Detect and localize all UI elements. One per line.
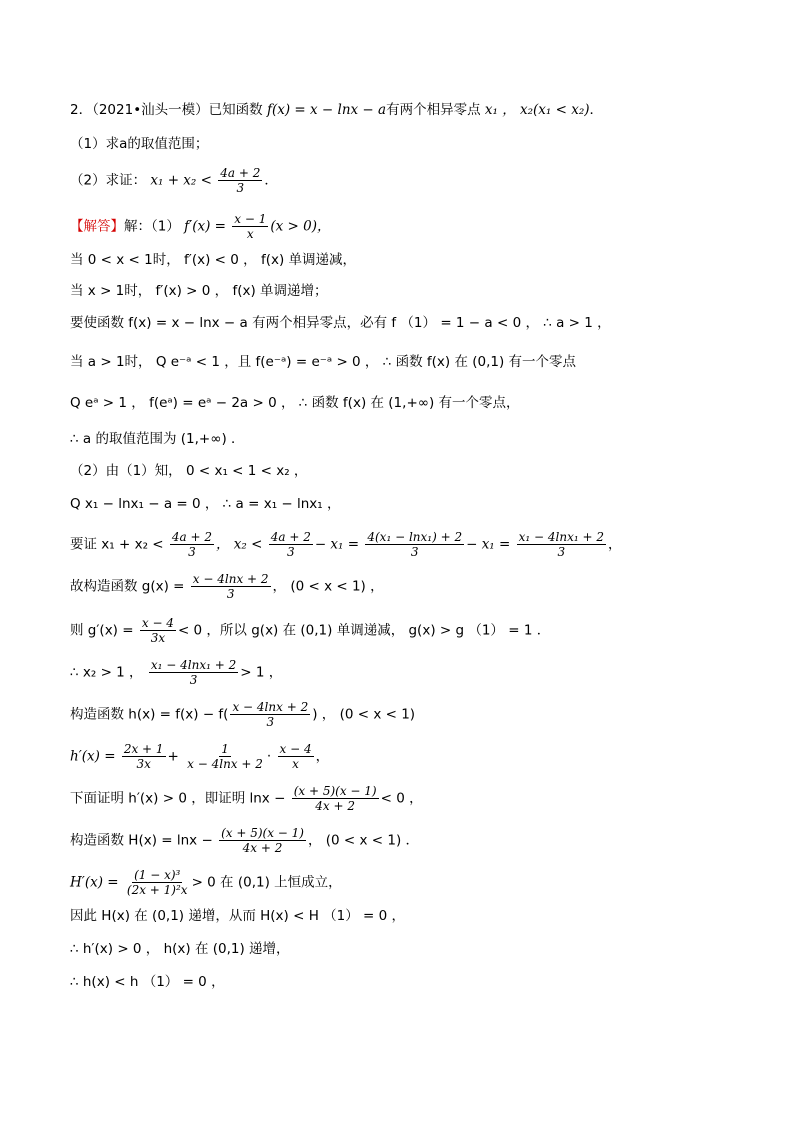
sol-l14-pre: 构造函数 h(x) = f(x) − f( bbox=[70, 706, 229, 723]
fraction-numerator: x₁ − 4lnx₁ + 2 bbox=[150, 658, 237, 672]
fraction-numerator: x − 1 bbox=[234, 212, 267, 226]
fraction-denominator: 3x bbox=[150, 631, 166, 645]
fraction-denominator: x − 4lnx + 2 bbox=[187, 757, 263, 771]
sol-l12-fraction bbox=[140, 616, 176, 645]
sol-l17-post: ， (0 < x < 1) ． bbox=[307, 832, 420, 849]
fraction-numerator: 1 bbox=[221, 742, 229, 756]
fraction-denominator: 3 bbox=[266, 715, 275, 729]
stem-function: f(x) = x − lnx − a bbox=[266, 102, 387, 118]
stem-text: 已知函数 bbox=[208, 102, 263, 118]
sol-l10-frac2 bbox=[269, 530, 313, 559]
fraction-numerator: (x + 5)(x − 1) bbox=[221, 826, 304, 840]
sol-l17-pre: 构造函数 H(x) = lnx − bbox=[70, 832, 213, 849]
sol-l14-post: ) ， (0 < x < 1) bbox=[312, 706, 416, 723]
sol-l16-fraction bbox=[292, 784, 379, 813]
sol-l12-post: < 0 ，所以 g(x) 在 (0,1) 单调递减， g(x) > g （1） = 1 ． bbox=[177, 622, 551, 639]
solution-line-19: 因此 H(x) 在 (0,1) 递增，从而 H(x) < H （1） = 0 ， bbox=[70, 908, 406, 924]
fraction-numerator: x₁ − 4lnx₁ + 2 bbox=[518, 530, 604, 544]
solution-line-10 bbox=[70, 530, 621, 559]
sol-l10-end: ， bbox=[607, 536, 622, 553]
sol-l15-dot: · bbox=[266, 748, 272, 765]
sol-l15-frac2 bbox=[185, 742, 265, 771]
sol-l15-frac3 bbox=[278, 742, 314, 771]
solution-line-9: Q x₁ − lnx₁ − a = 0 ， ∴ a = x₁ − lnx₁ ， bbox=[70, 496, 341, 512]
stem-zeros: x₁ ， x₂(x₁ < x₂) bbox=[484, 102, 590, 118]
solution-line-20: ∴ h′(x) > 0 ， h(x) 在 (0,1) 递增， bbox=[70, 941, 290, 957]
sol-l18-fraction bbox=[125, 868, 190, 897]
solution-line-16 bbox=[70, 784, 423, 813]
sol-l11-fraction bbox=[191, 572, 271, 601]
fraction-denominator: x bbox=[292, 757, 299, 771]
sol-l12-pre: 则 g′(x) = bbox=[70, 622, 134, 639]
stem-end: ． bbox=[589, 102, 604, 118]
fraction-denominator: 3 bbox=[188, 545, 196, 559]
sol-l16-pre: 下面证明 h′(x) > 0 ，即证明 lnx − bbox=[70, 790, 286, 807]
fraction-denominator: 3 bbox=[236, 181, 245, 195]
fraction-numerator: 4a + 2 bbox=[220, 166, 261, 180]
sol-l18-post: > 0 在 (0,1) 上恒成立， bbox=[191, 874, 342, 891]
problem-source: （2021•汕头一模） bbox=[92, 102, 209, 118]
sol-l13-pre: ∴ x₂ > 1 ， bbox=[70, 664, 143, 681]
fraction-denominator: (2x + 1)²x bbox=[126, 883, 188, 897]
fraction-numerator: 4a + 2 bbox=[171, 530, 212, 544]
solution-line-15 bbox=[70, 742, 329, 771]
fraction-numerator: 4a + 2 bbox=[270, 530, 311, 544]
solution-line-21: ∴ h(x) < h （1） = 0 ， bbox=[70, 974, 225, 990]
sol-l17-fraction bbox=[219, 826, 306, 855]
solution-line-11 bbox=[70, 572, 384, 601]
solution-line-1 bbox=[70, 212, 330, 241]
problem-stem bbox=[70, 100, 603, 120]
fraction-denominator: 3 bbox=[189, 673, 198, 687]
fraction-numerator: (x + 5)(x − 1) bbox=[293, 784, 377, 798]
sol-l15-frac1 bbox=[122, 742, 166, 771]
sol-l11-post: ， (0 < x < 1) ， bbox=[272, 578, 384, 595]
part-1: （1）求a的取值范围； bbox=[70, 136, 209, 152]
sol-l10-mid: ， x₂ < bbox=[216, 536, 263, 553]
part-2-fraction bbox=[218, 166, 262, 195]
sol-l15-pre: h′(x) = bbox=[70, 748, 116, 765]
fraction-denominator: x bbox=[246, 227, 254, 241]
solution-tag: 【解答】 bbox=[70, 218, 124, 235]
solution-line-17 bbox=[70, 826, 419, 855]
fraction-numerator: 2x + 1 bbox=[123, 742, 164, 756]
fraction-numerator: x − 4 bbox=[141, 616, 174, 630]
sol-l14-fraction bbox=[230, 700, 310, 729]
part-2 bbox=[70, 166, 278, 195]
part-2-lhs: x₁ + x₂ < bbox=[150, 172, 212, 189]
solution-line-6: Q eᵃ > 1 ， f(eᵃ) = eᵃ − 2a > 0 ， ∴ 函数 f(x) 在 (1,+∞) 有一个零点， bbox=[70, 395, 520, 411]
sol-l1-func: f′(x) = bbox=[184, 218, 226, 235]
stem-text2: 有两个相异零点 bbox=[386, 102, 481, 118]
fraction-numerator: x − 4lnx + 2 bbox=[192, 572, 269, 586]
fraction-numerator: x − 4 bbox=[279, 742, 312, 756]
sol-l15-plus: + bbox=[167, 748, 179, 765]
solution-line-14 bbox=[70, 700, 415, 729]
solution-line-3: 当 x > 1时， f′(x) > 0 ， f(x) 单调递增； bbox=[70, 283, 328, 299]
sol-l13-fraction bbox=[149, 658, 238, 687]
fraction-denominator: 4x + 2 bbox=[315, 799, 356, 813]
fraction-denominator: 3 bbox=[557, 545, 566, 559]
solution-line-13 bbox=[70, 658, 282, 687]
solution-line-7: ∴ a 的取值范围为 (1,+∞) ． bbox=[70, 431, 245, 447]
part-2-end: ． bbox=[264, 172, 278, 189]
solution-line-12 bbox=[70, 616, 550, 645]
sol-l10-pre: 要证 x₁ + x₂ < bbox=[70, 536, 164, 553]
fraction-denominator: 3 bbox=[410, 545, 419, 559]
sol-l18-pre: H′(x) = bbox=[70, 874, 119, 891]
sol-l10-frac4 bbox=[517, 530, 606, 559]
fraction-numerator: x − 4lnx + 2 bbox=[232, 700, 309, 714]
fraction-numerator: (1 − x)³ bbox=[134, 868, 181, 882]
sol-l15-end: ， bbox=[315, 748, 330, 765]
solution-line-18 bbox=[70, 868, 342, 897]
solution-line-4: 要使函数 f(x) = x − lnx − a 有两个相异零点，必有 f （1） = 1 − a < 0 ， ∴ a > 1 ， bbox=[70, 315, 611, 331]
sol-l10-frac3 bbox=[365, 530, 464, 559]
sol-l1-pre: 解：（1） bbox=[124, 218, 180, 235]
solution-line-8: （2）由（1）知， 0 < x₁ < 1 < x₂ ， bbox=[70, 463, 308, 479]
solution-line-2: 当 0 < x < 1时， f′(x) < 0 ， f(x) 单调递减， bbox=[70, 252, 357, 268]
problem-number: 2． bbox=[70, 102, 93, 118]
sol-l16-post: < 0 ， bbox=[380, 790, 423, 807]
sol-l10-mid3: − x₁ = bbox=[466, 536, 511, 553]
solution-line-5: 当 a > 1时， Q e⁻ᵃ < 1 ，且 f(e⁻ᵃ) = e⁻ᵃ > 0 ， ∴ 函数 f(x) 在 (0,1) 有一个零点 bbox=[70, 354, 577, 370]
sol-l13-post: > 1 ， bbox=[240, 664, 283, 681]
sol-l11-pre: 故构造函数 g(x) = bbox=[70, 578, 185, 595]
sol-l10-frac1 bbox=[170, 530, 214, 559]
sol-l10-mid2: − x₁ = bbox=[314, 536, 360, 553]
fraction-denominator: 3x bbox=[136, 757, 151, 771]
fraction-denominator: 3 bbox=[226, 587, 235, 601]
sol-l1-fraction bbox=[232, 212, 268, 241]
fraction-numerator: 4(x₁ − lnx₁) + 2 bbox=[367, 530, 463, 544]
fraction-denominator: 3 bbox=[286, 545, 295, 559]
part-2-label: （2）求证： bbox=[70, 172, 147, 189]
sol-l1-post: (x > 0)， bbox=[270, 218, 331, 235]
fraction-denominator: 4x + 2 bbox=[242, 841, 283, 855]
